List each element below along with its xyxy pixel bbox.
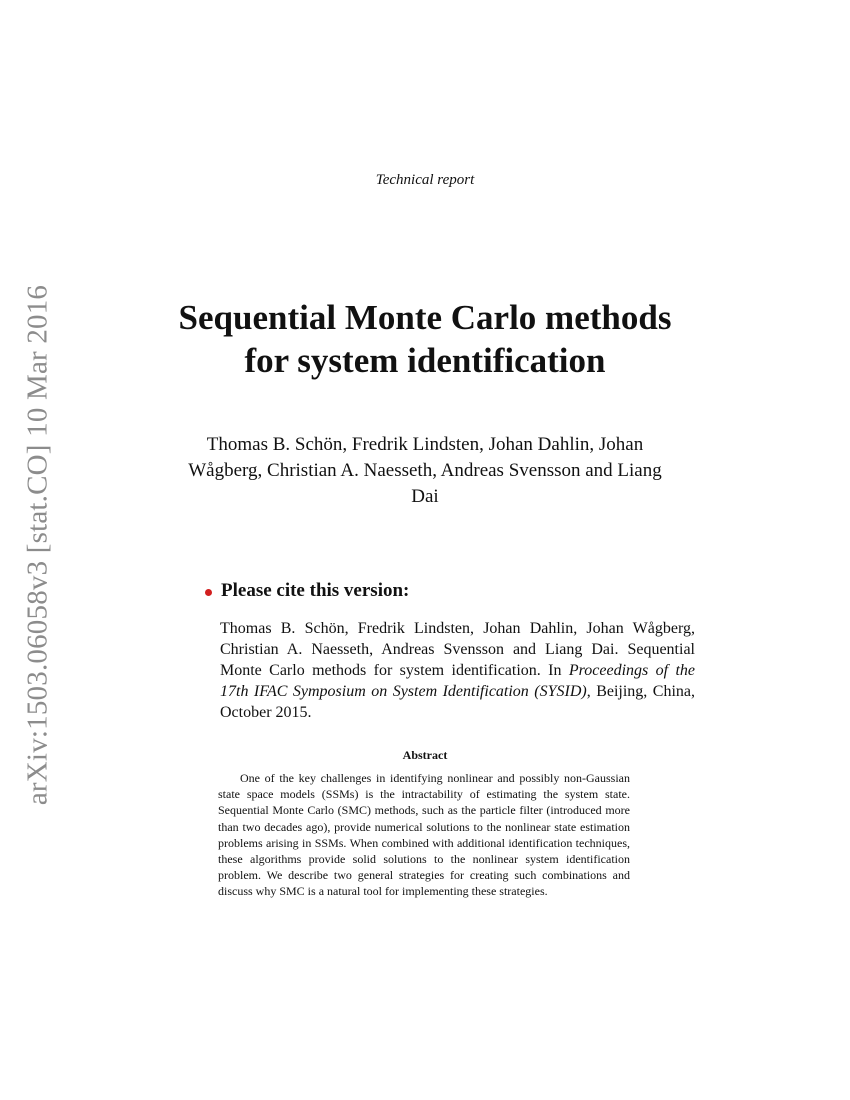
arxiv-identifier-stamp: arXiv:1503.06058v3 [stat.CO] 10 Mar 2016 (21, 284, 54, 806)
abstract-heading: Abstract (402, 748, 448, 762)
abstract-text: One of the key challenges in identifying nonlinear and possibly non-Gaussian state space models (SSMs) is the intractability of estimating the system state. Sequential Monte Carlo (SMC) methods, such as the particle filter (introduced more than two decades ago), provide numerical solutions to the nonlinear state estimation problems arising in SSMs. When combined with additional identification techniques, these algorithms provide solid solutions to the nonlinear system identification problem. We describe two general strategies for creating such combinations and discuss why SMC is a natural tool for implementing these strategies. (218, 771, 630, 899)
author-list: Thomas B. Schön, Fredrik Lindsten, Johan Dahlin, Johan Wågberg, Christian A. Naesseth, Andreas Svensson and Liang Dai (188, 434, 662, 507)
bullet-icon (205, 589, 212, 596)
paper-title: Sequential Monte Carlo methods for system identification (178, 298, 672, 380)
citation-heading-text: Please cite this version: (221, 580, 410, 601)
citation-block (205, 580, 705, 723)
citation-text (220, 618, 695, 723)
citation-location-date: , Beijing, China, October 2015. (220, 683, 695, 721)
report-type-label: Technical report (375, 172, 475, 188)
citation-heading (205, 580, 705, 602)
citation-venue: Proceedings of the 17th IFAC Symposium on System Identification (SYSID) (220, 662, 695, 700)
citation-authors-title: Thomas B. Schön, Fredrik Lindsten, Johan Dahlin, Johan Wågberg, Christian A. Naesseth, Andreas Svensson and Liang Dai. Sequential Monte Carlo methods for system identification. In (220, 620, 695, 679)
